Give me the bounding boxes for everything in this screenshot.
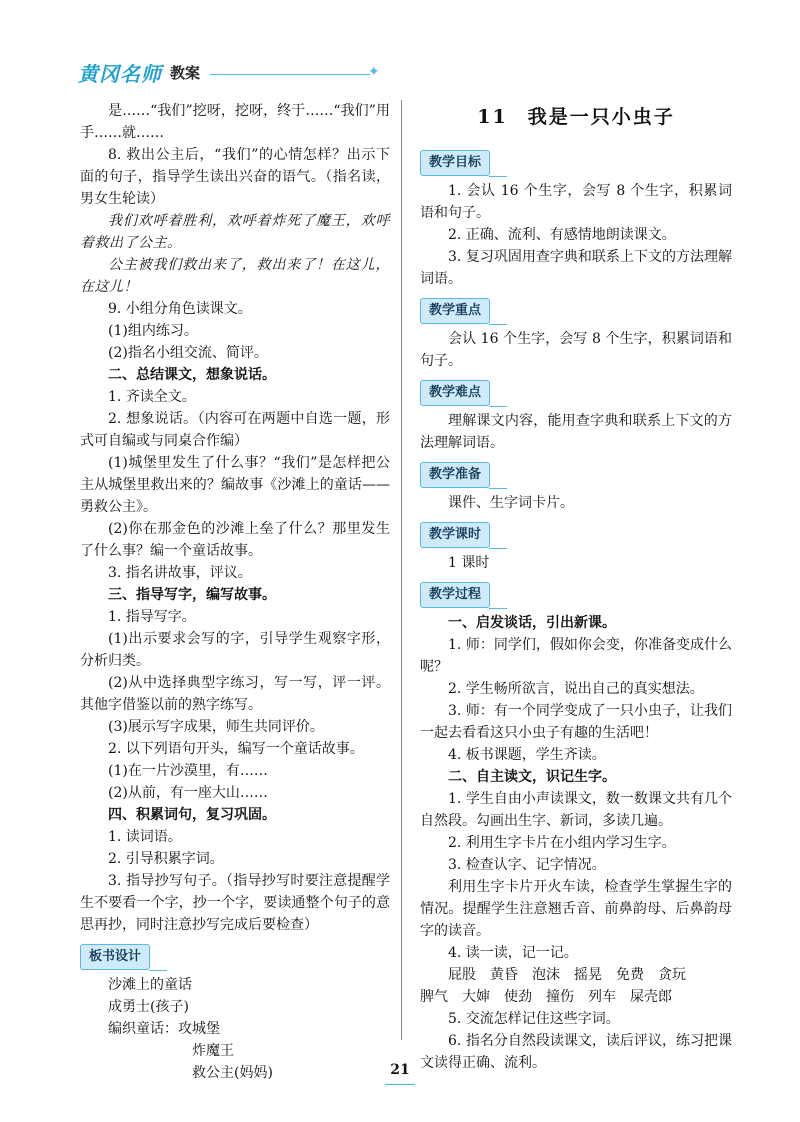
left-column (80, 100, 390, 1084)
lesson-title (420, 106, 732, 128)
paragraph: 2. 以下列语句开头，编写一个童话故事。 (108, 741, 364, 757)
paragraph: 会认 16 个生字，会写 8 个生字，积累词语和句子。 (420, 331, 732, 369)
header-rule (210, 74, 370, 75)
paragraph: 2. 引导积累字词。 (108, 851, 224, 867)
paragraph: 8. 救出公主后，“我们”的心情怎样？出示下面的句子，指导学生读出兴奋的语气。（指名读，男女生轮读） (80, 147, 390, 207)
board-line: 救公主(妈妈) (192, 1065, 273, 1081)
sparkle-icon: ✦ (368, 64, 380, 80)
process-label: 教学过程 (420, 582, 490, 608)
board-line: 成勇士(孩子) (108, 999, 189, 1015)
paragraph: (1)在一片沙漠里，有…… (108, 763, 268, 779)
paragraph: 1. 齐读全文。 (108, 389, 196, 405)
paragraph: 9. 小组分角色读课文。 (108, 301, 252, 317)
paragraph: 2. 学生畅所欲言，说出自己的真实想法。 (448, 681, 704, 697)
lesson-name: 我是一只小虫子 (527, 106, 675, 128)
paragraph: 是……“我们”挖呀，挖呀，终于……“我们”用手……就…… (80, 103, 390, 141)
paragraph: 利用生字卡片开火车读，检查学生掌握生字的情况。提醒学生注意翘舌音、前鼻韵母、后鼻韵母字的读音。 (420, 879, 732, 939)
paragraph: (1)出示要求会写的字，引导学生观察字形，分析归类。 (80, 631, 390, 669)
lesson-number: 11 (477, 106, 508, 128)
section-heading: 一、启发谈话，引出新课。 (448, 615, 616, 631)
paragraph: 2. 利用生字卡片在小组内学习生字。 (448, 835, 676, 851)
quote: 公主被我们救出来了，救出来了！在这儿，在这儿！ (80, 257, 390, 295)
preparation-label: 教学准备 (420, 462, 490, 488)
quote: 我们欢呼着胜利，欢呼着炸死了魔王，欢呼着救出了公主。 (80, 213, 390, 251)
paragraph: (2)从前，有一座大山…… (108, 785, 268, 801)
paragraph: 1. 会认 16 个生字，会写 8 个生字，积累词语和句子。 (420, 183, 732, 221)
section-heading: 二、自主读文，识记生字。 (448, 769, 616, 785)
paragraph: 3. 师：有一个同学变成了一只小虫子，让我们一起去看看这只小虫子有趣的生活吧！ (420, 703, 732, 741)
paragraph: 课件、生字词卡片。 (448, 495, 574, 511)
paragraph: 1. 学生自由小声读课文，数一数课文共有几个自然段。勾画出生字、新词，多读几遍。 (420, 791, 732, 829)
right-column (420, 100, 732, 1074)
paragraph: (2)你在那金色的沙滩上垒了什么？那里发生了什么事？编一个童话故事。 (80, 521, 390, 559)
key-point-label: 教学重点 (420, 298, 490, 324)
board-line: 沙滩上的童话 (108, 977, 192, 993)
board-design-label: 板书设计 (80, 944, 150, 970)
paragraph: (2)指名小组交流、简评。 (108, 345, 268, 361)
word-list: 脾气 大婶 使劲 撞伤 列车 屎壳郎 (420, 989, 672, 1005)
paragraph: 3. 检查认字、记字情况。 (448, 857, 606, 873)
board-line: 编织童话：攻城堡 (108, 1021, 220, 1037)
section-heading: 三、指导写字，编写故事。 (108, 587, 276, 603)
header (78, 58, 380, 88)
paragraph: 2. 正确、流利、有感情地朗读课文。 (448, 227, 676, 243)
paragraph: (1)城堡里发生了什么事？“我们”是怎样把公主从城堡里救出来的？编故事《沙滩上的童话——勇救公主》。 (80, 455, 390, 515)
brand-logo: 黄冈名师 (78, 62, 162, 86)
paragraph: 理解课文内容，能用查字典和联系上下文的方法理解词语。 (420, 413, 732, 451)
board-line: 炸魔王 (192, 1043, 234, 1059)
page-number: 21 (390, 1062, 410, 1078)
paragraph: (3)展示写字成果，师生共同评价。 (108, 719, 324, 735)
column-divider (401, 100, 402, 1040)
difficulty-label: 教学难点 (420, 380, 490, 406)
goal-label: 教学目标 (420, 150, 490, 176)
paragraph: 4. 板书课题，学生齐读。 (448, 747, 606, 763)
paragraph: 2. 想象说话。（内容可在两题中自选一题，形式可自编或与同桌合作编） (80, 411, 390, 449)
section-heading: 四、积累词句，复习巩固。 (108, 807, 276, 823)
paragraph: 5. 交流怎样记住这些字词。 (448, 1011, 620, 1027)
section-heading: 二、总结课文，想象说话。 (108, 367, 276, 383)
paragraph: 1. 读词语。 (108, 829, 182, 845)
paragraph: 1 课时 (448, 555, 490, 571)
paragraph: 1. 师：同学们，假如你会变，你准备变成什么呢？ (420, 637, 732, 675)
paragraph: (2)从中选择典型字练习，写一写，评一评。其他字借鉴以前的熟字练写。 (80, 675, 390, 713)
paragraph: 3. 指导抄写句子。（指导抄写时要注意提醒学生不要看一个字，抄一个字，要读通整个句子的意思再抄，同时注意抄写完成后要检查） (80, 873, 390, 933)
paragraph: 3. 指名讲故事，评议。 (108, 565, 252, 581)
paragraph: (1)组内练习。 (108, 323, 198, 339)
word-list: 屁股 黄昏 泡沫 摇晃 免费 贪玩 (448, 967, 686, 983)
brand-subtitle: 教案 (170, 64, 201, 82)
class-hours-label: 教学课时 (420, 522, 490, 548)
page-number-underline (385, 1080, 415, 1085)
paragraph: 3. 复习巩固用查字典和联系上下文的方法理解词语。 (420, 249, 732, 287)
paragraph: 6. 指名分自然段读课文，读后评议，练习把课文读得正确、流利。 (420, 1033, 732, 1071)
paragraph: 1. 指导写字。 (108, 609, 196, 625)
paragraph: 4. 读一读，记一记。 (448, 945, 578, 961)
